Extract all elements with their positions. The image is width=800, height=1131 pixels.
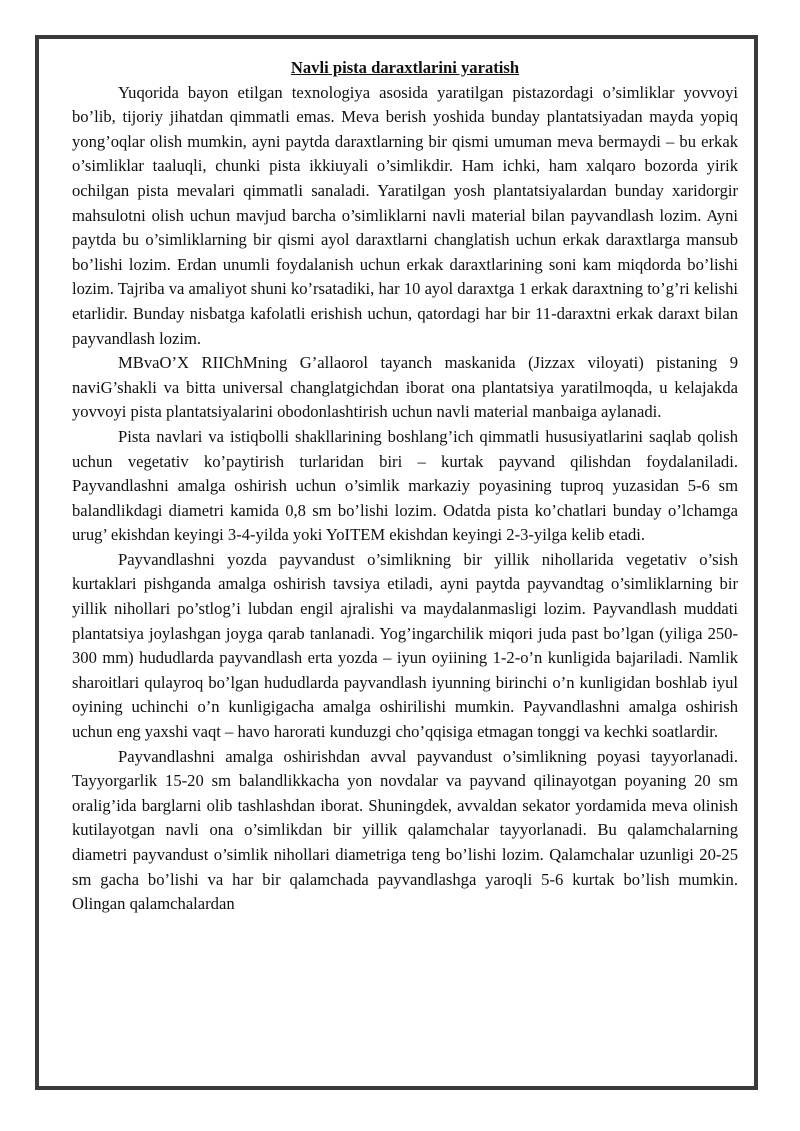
paragraph-1: Yuqorida bayon etilgan texnologiya asosida yaratilgan pistazordagi o’simliklar yovvoyi bo’lib, tijoriy jihatdan qimmatli emas. Meva berish yoshida bunday plantatsiyadan mayda yopiq yong’oqlar olish mumkin, ayni paytda daraxtlarning bir qismi umuman meva bermaydi – bu erkak o’simliklar taaluqli, chunki pista ikkiuyali o’simlikdir. Ham ichki, ham xalqaro bozorda yirik ochilgan pista mevalari qimmatli sanaladi. Yaratilgan yosh plantatsiyalardan bunday xaridorgir mahsulotni olish uchun mavjud barcha o’simliklarni navli material bilan payvandlash lozim. Ayni paytda bu o’simliklarning bir qismi ayol daraxtlarni changlatish uchun erkak daraxtlarga mansub bo’lishi lozim. Erdan unumli foydalanish uchun erkak daraxtlarining soni kam miqdorda bo’lishi lozim. Tajriba va amaliyot shuni ko’rsatadiki, har 10 ayol daraxtga 1 erkak daraxtning to’g’ri kelishi etarlidir. Bunday nisbatga kafolatli erishish uchun, qatordagi har bir 11-daraxtni erkak daraxt bilan payvandlash lozim. [72, 82, 738, 348]
paragraph-4: Payvandlashni yozda payvandust o’simlikning bir yillik nihollarida vegetativ o’sish kurtaklari pishganda amalga oshirish tavsiya etiladi, ayni paytda payvandtag o’simliklarning bir yillik nihollari po’stlog’i lubdan engil ajralishi va maydalanmasligi lozim. Payvandlash muddati plantatsiya joylashgan joyga qarab tanlanadi. Yog’ingarchilik miqori juda past bo’lgan (yiliga 250-300 mm) hududlarda payvandlash erta yozda – iyun oyiining 1-2-o’n kunligida bajariladi. Namlik sharoitlari qulayroq bo’lgan hududlarda payvandlash iyunning birinchi o’n kunligidan boshlab iyul oyining uchinchi o’n kunligigacha amalga oshirilishi mumkin. Payvandlashni amalga oshirish uchun eng yaxshi vaqt – havo harorati kunduzgi cho’qqisiga etmagan tonggi va kechki soatlardir. [72, 549, 738, 742]
paragraph-5: Payvandlashni amalga oshirishdan avval payvandust o’simlikning poyasi tayyorlanadi. Tayyorgarlik 15-20 sm balandlikkacha yon novdalar va payvand qilinayotgan poyaning 20 sm oralig’ida barglarni olib tashlashdan iborat. Shuningdek, avvaldan sekator yordamida meva olinish kutilayotgan navli ona o’simlikdan bir yillik qalamchalar tayyorlanadi. Bu qalamchalarning diametri payvandust o’simlik nihollari diametriga teng bo’lishi lozim. Qalamchalar uzunligi 20-25 sm gacha bo’lishi va har bir qalamchada payvandlashga yaroqli 5-6 kurtak bo’lish mumkin. Olingan qalamchalardan [72, 746, 738, 914]
document-body [72, 56, 738, 917]
paragraph-2: MBvaO’X RIIChMning G’allaorol tayanch maskanida (Jizzax viloyati) pistaning 9 naviG’shakli va bitta universal changlatgichdan iborat ona plantatsiya yaratilmoqda, u kelajakda yovvoyi pista plantatsiyalarini obodonlashtirish uchun navli material manbaiga aylanadi. [72, 353, 738, 422]
paragraph-3: Pista navlari va istiqbolli shakllarining boshlang’ich qimmatli hususiyatlarini saqlab qolish uchun vegetativ ko’paytirish turlaridan biri – kurtak payvand qilishdan foydalaniladi. Payvandlashni amalga oshirish uchun o’simlik markaziy poyasining tuproq yuzasidan 5-6 sm balandlikdagi diametri kamida 0,8 sm bo’lishi lozim. Odatda pista ko’chatlari bunday o’lchamga urug’ ekishdan keyingi 3-4-yilda yoki YoITEM ekishdan keyingi 2-3-yilga kelib etadi. [72, 426, 738, 545]
document-title: Navli pista daraxtlarini yaratish [290, 58, 520, 77]
